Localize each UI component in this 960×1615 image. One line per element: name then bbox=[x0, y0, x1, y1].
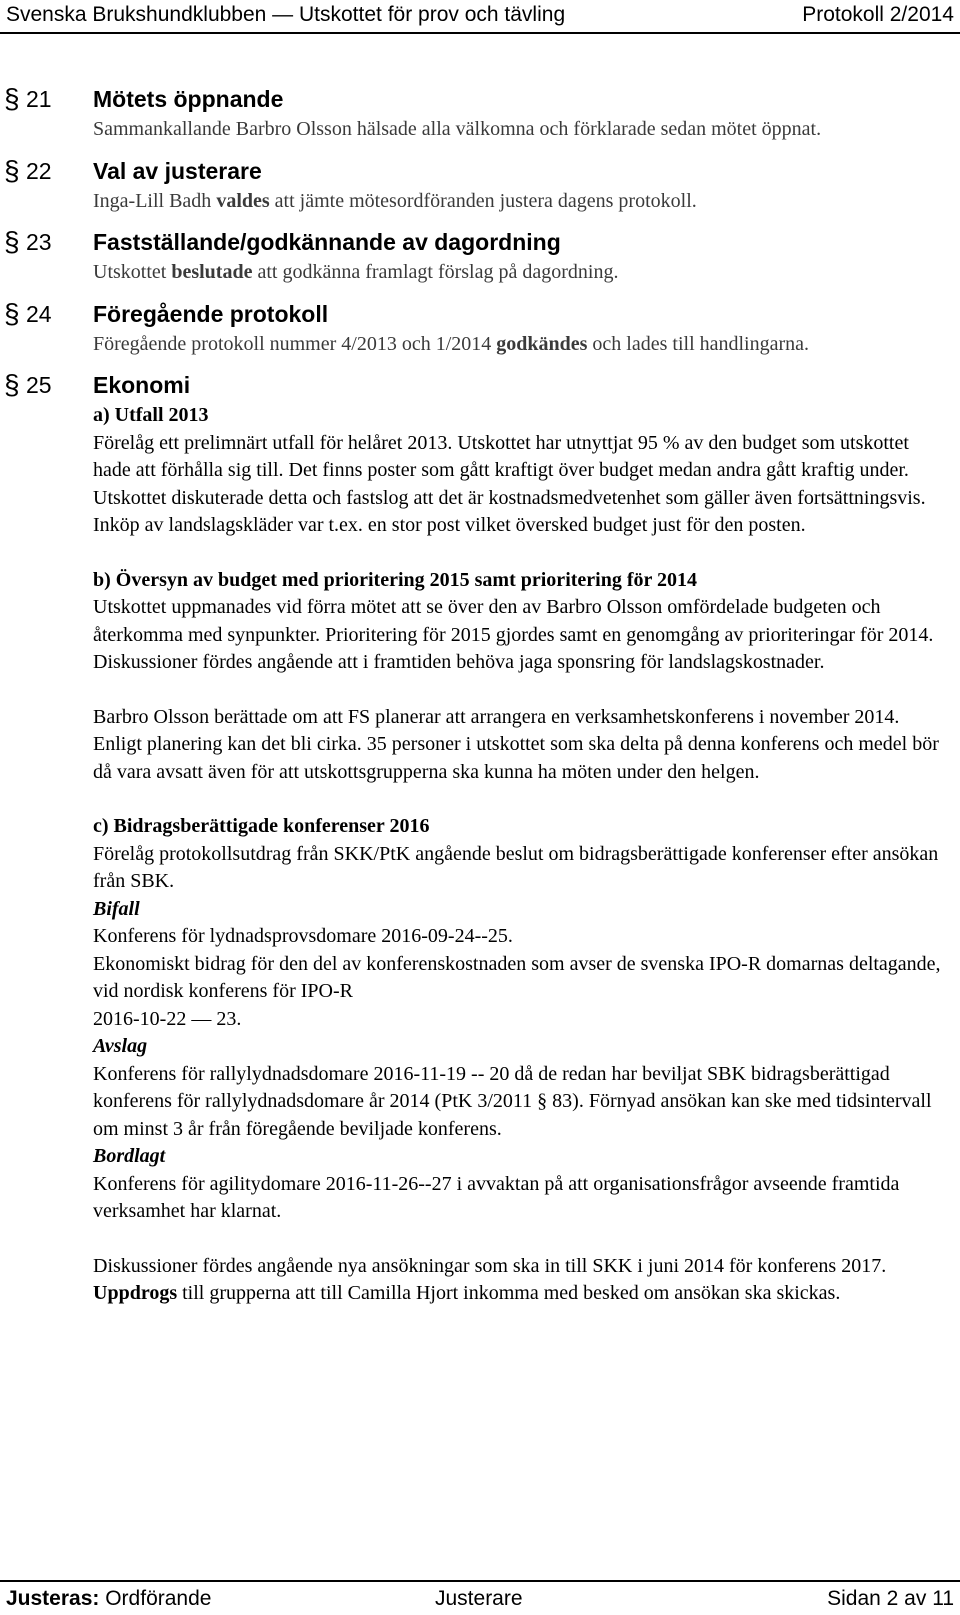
section-25 bbox=[0, 368, 960, 1308]
section-22 bbox=[0, 154, 960, 216]
section-title: Föregående protokoll bbox=[93, 300, 329, 327]
section-heading bbox=[0, 297, 960, 331]
decision-word: valdes bbox=[216, 189, 270, 212]
paragraph: Sammankallande Barbro Olsson hälsade alla välkomna och förklarade sedan mötet öppnat. bbox=[93, 118, 822, 140]
header-organization: Svenska Brukshundklubben — Utskottet för prov och tävling bbox=[6, 3, 566, 26]
decision-avslag: Avslag bbox=[93, 1035, 148, 1057]
section-title: Ekonomi bbox=[93, 372, 191, 398]
section-heading bbox=[0, 82, 960, 116]
section-23 bbox=[0, 225, 960, 287]
paragraph-sign-icon: § bbox=[4, 83, 20, 114]
paragraph: Konferens för agilitydomare 2016-11-26--27 i avvaktan på att organisationsfrågor avseende framtida verksamhet har klarnat. bbox=[93, 1172, 900, 1222]
paragraph: Diskussioner fördes angående nya ansökningar som ska in till SKK i juni 2014 för konferens 2017. Uppdrogs till grupperna att till Camilla Hjort inkomma med besked om ansökan ska skickas. bbox=[93, 1254, 887, 1304]
paragraph: Konferens för rallylydnadsdomare 2016-11-19 -- 20 då de redan har beviljat SBK bidragsberättigad konferens för rallylydnadsdomare år 2014 (PtK 3/2011 § 83). Förnyad ansökan kan ske med tidsintervall om minst 3 år från föregående beviljade konferens. bbox=[93, 1062, 932, 1140]
paragraph: Förelåg protokollsutdrag från SKK/PtK angående beslut om bidragsberättigade konferenser efter ansökan från SBK. bbox=[93, 842, 939, 892]
section-title: Mötets öppnande bbox=[93, 86, 284, 112]
section-text bbox=[93, 402, 943, 1308]
document-body bbox=[0, 82, 960, 1308]
page-footer bbox=[0, 1580, 960, 1615]
paragraph: Förelåg ett prelimnärt utfall för helåret 2013. Utskottet har utnyttjat 95 % av den budget som utskottet hade att förhålla sig till. Det finns poster som gått kraftigt över budget medan andra gått kraftig under. Utskottet diskuterade detta och fastslog att det är kostnadsmedvetenhet som gäller även fortsättningsvis. Inköp av landslagskläder var t.ex. en stor post vilket översked budget just för den posten. bbox=[93, 431, 926, 536]
section-number: 23 bbox=[26, 229, 52, 255]
section-heading bbox=[0, 154, 960, 188]
paragraph: Utskottet beslutade att godkänna framlagt förslag på dagordning. bbox=[93, 261, 619, 283]
section-text bbox=[93, 259, 943, 287]
section-heading bbox=[0, 368, 960, 402]
section-text bbox=[93, 331, 943, 359]
section-text bbox=[93, 188, 943, 216]
paragraph: Utskottet uppmanades vid förra mötet att se över den av Barbro Olsson omfördelade budgeten och återkomma med synpunkter. Prioritering för 2015 gjordes samt en genomgång av prioriteringar för 2014. bbox=[93, 596, 934, 646]
paragraph-sign-icon: § bbox=[4, 297, 20, 329]
paragraph: Konferens för lydnadsprovsdomare 2016-09-24--25. bbox=[93, 925, 513, 947]
decision-word: beslutade bbox=[171, 261, 253, 283]
section-number: 25 bbox=[26, 372, 52, 398]
paragraph: Diskussioner fördes angående att i framtiden behöva jaga sponsring för landslagskostnader. bbox=[93, 651, 825, 673]
paragraph: Föregående protokoll nummer 4/2013 och 1/2014 godkändes och lades till handlingarna. bbox=[93, 332, 810, 355]
section-title: Fastställande/godkännande av dagordning bbox=[93, 229, 561, 255]
section-number: 24 bbox=[26, 300, 52, 327]
paragraph: Inga-Lill Badh valdes att jämte mötesordföranden justera dagens protokoll. bbox=[93, 189, 697, 212]
section-number: 21 bbox=[26, 86, 52, 112]
footer-justerare: Justerare bbox=[435, 1587, 523, 1610]
footer-justeras: Justeras: Ordförande bbox=[6, 1587, 212, 1610]
paragraph-sign-icon: § bbox=[4, 226, 20, 257]
paragraph-sign-icon: § bbox=[4, 154, 20, 186]
paragraph: Ekonomiskt bidrag för den del av konferenskostnaden som avser de svenska IPO-R domarnas deltagande, vid nordisk konferens för IPO-R bbox=[93, 952, 941, 1002]
paragraph: Barbro Olsson berättade om att FS planerar att arrangera en verksamhetskonferens i november 2014. Enligt planering kan det bli cirka. 35 personer i utskottet som ska delta på denna konferens och medel bör då vara avsatt även för att utskottsgrupperna ska kunna ha möten under den helgen. bbox=[93, 705, 939, 783]
paragraph-sign-icon: § bbox=[4, 369, 20, 400]
section-24 bbox=[0, 297, 960, 359]
section-title: Val av justerare bbox=[93, 157, 262, 184]
footer-page-number: Sidan 2 av 11 bbox=[827, 1587, 954, 1610]
section-text bbox=[93, 116, 943, 144]
header-protocol-number: Protokoll 2/2014 bbox=[802, 3, 954, 26]
section-number: 22 bbox=[26, 157, 52, 184]
subheading-a: a) Utfall 2013 bbox=[93, 404, 209, 426]
decision-bordlagt: Bordlagt bbox=[93, 1145, 166, 1167]
decision-bifall: Bifall bbox=[93, 897, 140, 920]
section-heading bbox=[0, 225, 960, 259]
paragraph: 2016-10-22 — 23. bbox=[93, 1007, 242, 1030]
paragraph-sign-icon: § bbox=[537, 1090, 548, 1112]
section-21 bbox=[0, 82, 960, 144]
subheading-b: b) Översyn av budget med prioritering 2015 samt prioritering för 2014 bbox=[93, 568, 698, 591]
page-header bbox=[0, 0, 960, 34]
decision-word: godkändes bbox=[496, 332, 588, 355]
subheading-c: c) Bidragsberättigade konferenser 2016 bbox=[93, 815, 430, 837]
decision-word: Uppdrogs bbox=[93, 1282, 178, 1304]
